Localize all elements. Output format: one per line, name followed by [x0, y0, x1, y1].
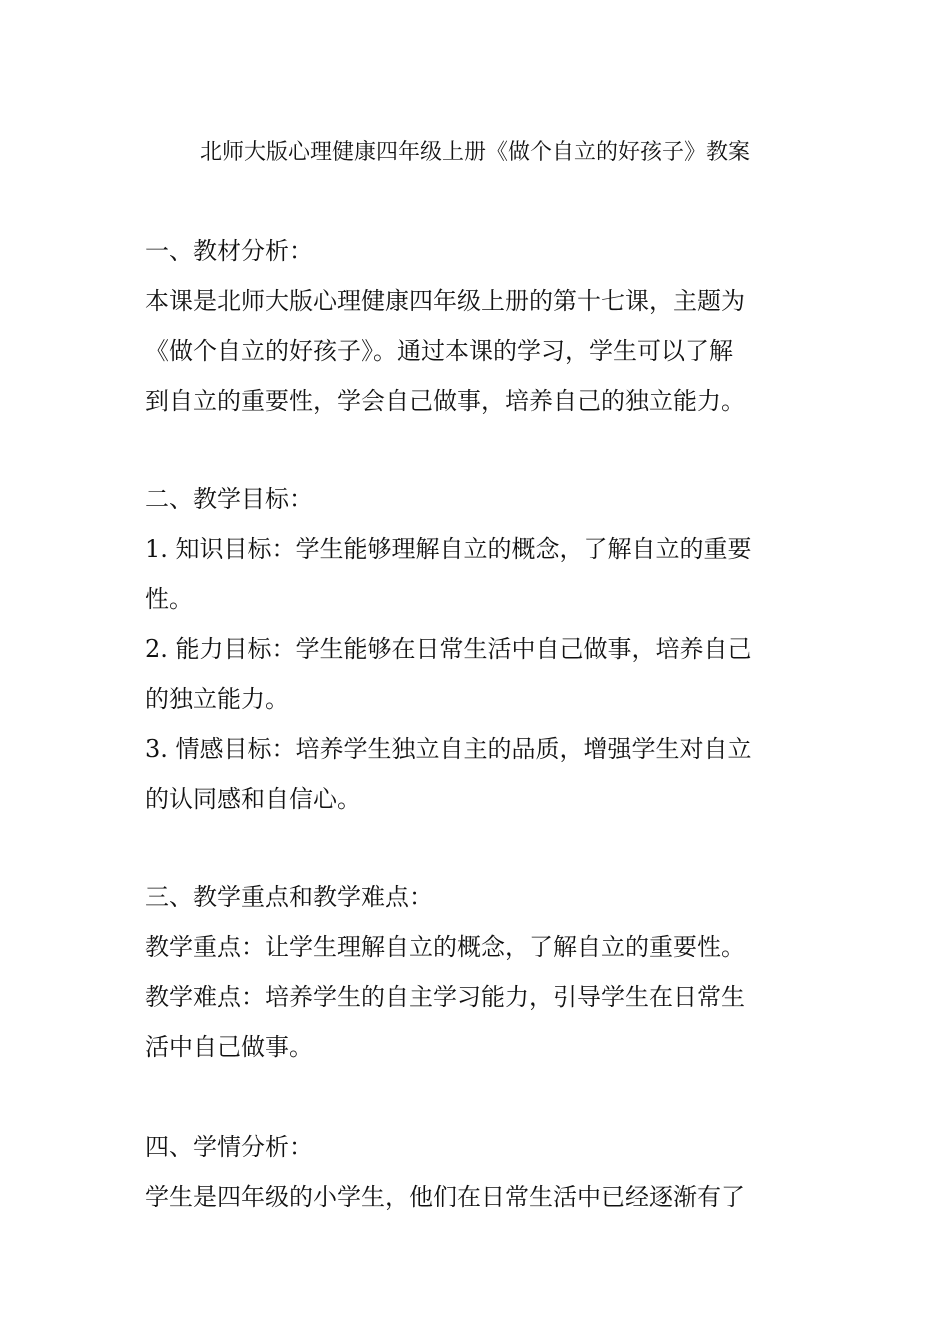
section-heading-textbook-analysis: 一、教材分析：	[145, 237, 313, 265]
paragraph-line: 教学重点：让学生理解自立的概念，了解自立的重要性。	[145, 933, 745, 961]
document-title: 北师大版心理健康四年级上册《做个自立的好孩子》教案	[199, 140, 750, 165]
section-heading-key-points: 三、教学重点和教学难点：	[145, 883, 433, 911]
paragraph-line: 活中自己做事。	[145, 1033, 313, 1061]
paragraph-line: 到自立的重要性，学会自己做事，培养自己的独立能力。	[145, 387, 745, 415]
paragraph-line: 教学难点：培养学生的自主学习能力，引导学生在日常生	[145, 983, 745, 1011]
list-item-line: 3. 情感目标：培养学生独立自主的品质，增强学生对自立	[145, 735, 752, 763]
list-item-line: 1. 知识目标：学生能够理解自立的概念，了解自立的重要	[145, 535, 752, 563]
paragraph-line: 学生是四年级的小学生，他们在日常生活中已经逐渐有了	[145, 1183, 745, 1211]
section-heading-student-analysis: 四、学情分析：	[145, 1133, 313, 1161]
list-item-line: 2. 能力目标：学生能够在日常生活中自己做事，培养自己	[145, 635, 752, 663]
section-heading-teaching-goals: 二、教学目标：	[145, 485, 313, 513]
list-item-line: 的认同感和自信心。	[145, 785, 361, 813]
paragraph-line: 《做个自立的好孩子》。通过本课的学习，学生可以了解	[145, 337, 733, 365]
list-item-line: 的独立能力。	[145, 685, 289, 713]
list-item-line: 性。	[145, 585, 193, 613]
paragraph-line: 本课是北师大版心理健康四年级上册的第十七课，主题为	[145, 287, 745, 315]
